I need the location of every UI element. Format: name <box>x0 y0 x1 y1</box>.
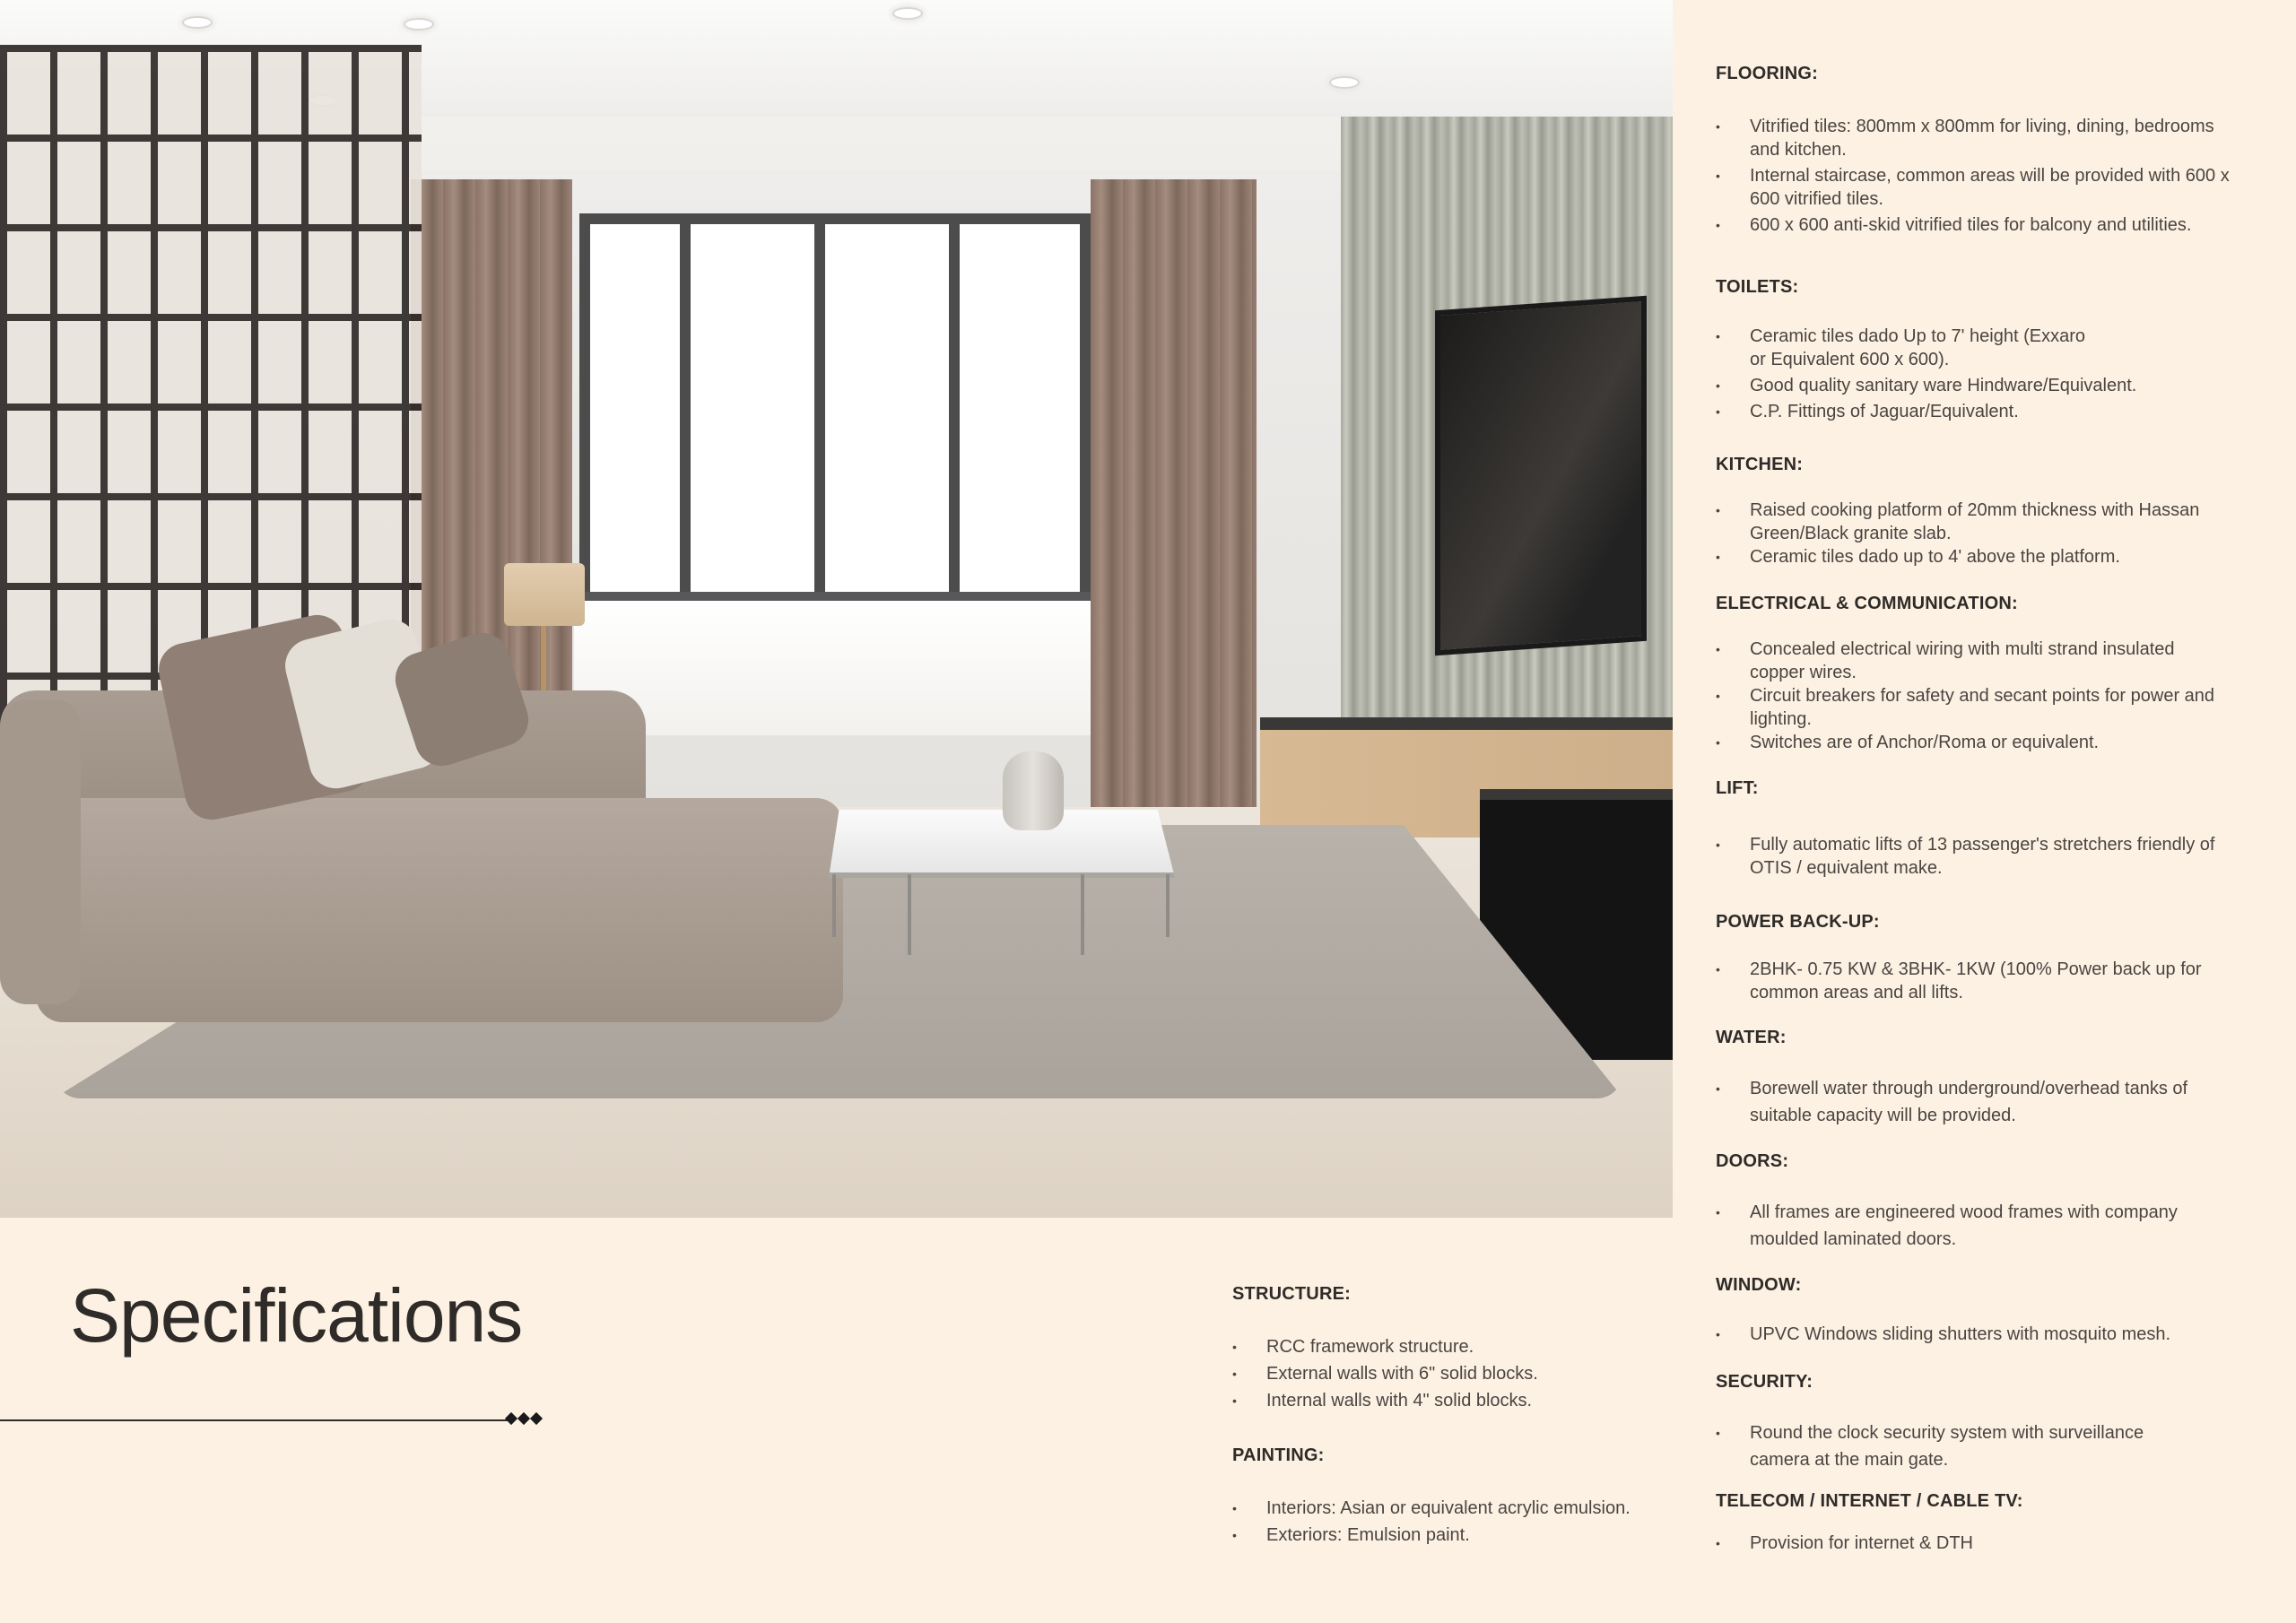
curtain-right <box>1091 179 1257 834</box>
table-leg <box>1166 874 1170 937</box>
list-item: • C.P. Fittings of Jaguar/Equivalent. <box>1716 400 2218 423</box>
section-water <box>1716 1027 2227 1129</box>
list-item: • Ceramic tiles dado up to 4' above the platform. <box>1716 545 2245 568</box>
section-heading: TOILETS: <box>1716 277 1799 297</box>
section-heading: POWER BACK-UP: <box>1716 912 1880 932</box>
section-heading: PAINTING: <box>1232 1445 1325 1465</box>
diamond-ornament-icon <box>506 1410 542 1429</box>
floor-lamp <box>504 563 585 626</box>
section-lift <box>1716 777 2227 880</box>
list-item: • Raised cooking platform of 20mm thickness with Hassan Green/Black granite slab. <box>1716 499 2245 545</box>
section-telecom <box>1716 1490 2245 1555</box>
downlight-icon <box>404 18 434 30</box>
window <box>579 213 1091 608</box>
sofa-arm <box>0 699 81 1004</box>
vase <box>1003 751 1064 830</box>
downlight-icon <box>1329 76 1360 89</box>
section-heading: DOORS: <box>1716 1151 1789 1171</box>
section-structure <box>1232 1283 1663 1412</box>
page-title: Specifications <box>70 1273 523 1358</box>
section-heading: STRUCTURE: <box>1232 1284 1351 1304</box>
section-electrical <box>1716 593 2227 754</box>
list-item: • Switches are of Anchor/Roma or equivalent. <box>1716 731 2227 754</box>
section-window <box>1716 1274 2245 1346</box>
list-item: • UPVC Windows sliding shutters with mosquito mesh. <box>1716 1323 2245 1346</box>
list-item: • Round the clock security system with surveillance camera at the main gate. <box>1716 1419 2200 1473</box>
section-doors <box>1716 1150 2227 1253</box>
list-item: • Vitrified tiles: 800mm x 800mm for living, dining, bedrooms and kitchen. <box>1716 115 2245 161</box>
list-item: • Interiors: Asian or equivalent acrylic emulsion. <box>1232 1497 1672 1520</box>
section-heading: TELECOM / INTERNET / CABLE TV: <box>1716 1491 2023 1511</box>
list-item: • 2BHK- 0.75 KW & 3BHK- 1KW (100% Power back up for common areas and all lifts. <box>1716 958 2227 1004</box>
section-heading: FLOORING: <box>1716 64 1819 83</box>
list-item: • Exteriors: Emulsion paint. <box>1232 1523 1672 1547</box>
table-leg <box>1081 874 1084 955</box>
list-item: • Circuit breakers for safety and secant points for power and lighting. <box>1716 684 2227 731</box>
list-item: • External walls with 6" solid blocks. <box>1232 1362 1663 1385</box>
list-item: • All frames are engineered wood frames with company moulded laminated doors. <box>1716 1199 2227 1253</box>
section-heading: ELECTRICAL & COMMUNICATION: <box>1716 594 2018 613</box>
section-painting <box>1232 1445 1672 1547</box>
section-heading: KITCHEN: <box>1716 455 1804 474</box>
section-security <box>1716 1371 2200 1473</box>
table-leg <box>832 874 836 937</box>
table-leg <box>908 874 911 955</box>
list-item: • Internal staircase, common areas will be provided with 600 x 600 vitrified tiles. <box>1716 164 2245 211</box>
list-item: • Borewell water through underground/overhead tanks of suitable capacity will be provided. <box>1716 1075 2227 1129</box>
window-sill <box>574 592 1099 735</box>
list-item: • RCC framework structure. <box>1232 1335 1663 1358</box>
coffee-table <box>829 810 1175 878</box>
list-item: • Internal walls with 4" solid blocks. <box>1232 1389 1663 1412</box>
sofa-seat <box>36 798 843 1022</box>
section-heading: WINDOW: <box>1716 1275 1802 1295</box>
section-heading: LIFT: <box>1716 778 1759 798</box>
list-item: • Provision for internet & DTH <box>1716 1532 2245 1555</box>
section-heading: WATER: <box>1716 1028 1787 1047</box>
downlight-icon <box>892 7 923 20</box>
downlight-icon <box>182 16 213 29</box>
section-heading: SECURITY: <box>1716 1372 1813 1392</box>
section-toilets <box>1716 276 2218 423</box>
list-item: • Fully automatic lifts of 13 passenger's stretchers friendly of OTIS / equivalent make. <box>1716 833 2227 880</box>
list-item: • Good quality sanitary ware Hindware/Equivalent. <box>1716 374 2218 397</box>
list-item: • Concealed electrical wiring with multi strand insulated copper wires. <box>1716 638 2227 684</box>
list-item: • 600 x 600 anti-skid vitrified tiles for balcony and utilities. <box>1716 213 2245 237</box>
list-item: • Ceramic tiles dado Up to 7' height (Exxaro or Equivalent 600 x 600). <box>1716 325 2091 371</box>
section-power-backup <box>1716 911 2227 1004</box>
title-divider <box>0 1419 509 1421</box>
section-flooring <box>1716 63 2245 237</box>
television <box>1435 296 1647 656</box>
section-kitchen <box>1716 454 2245 568</box>
